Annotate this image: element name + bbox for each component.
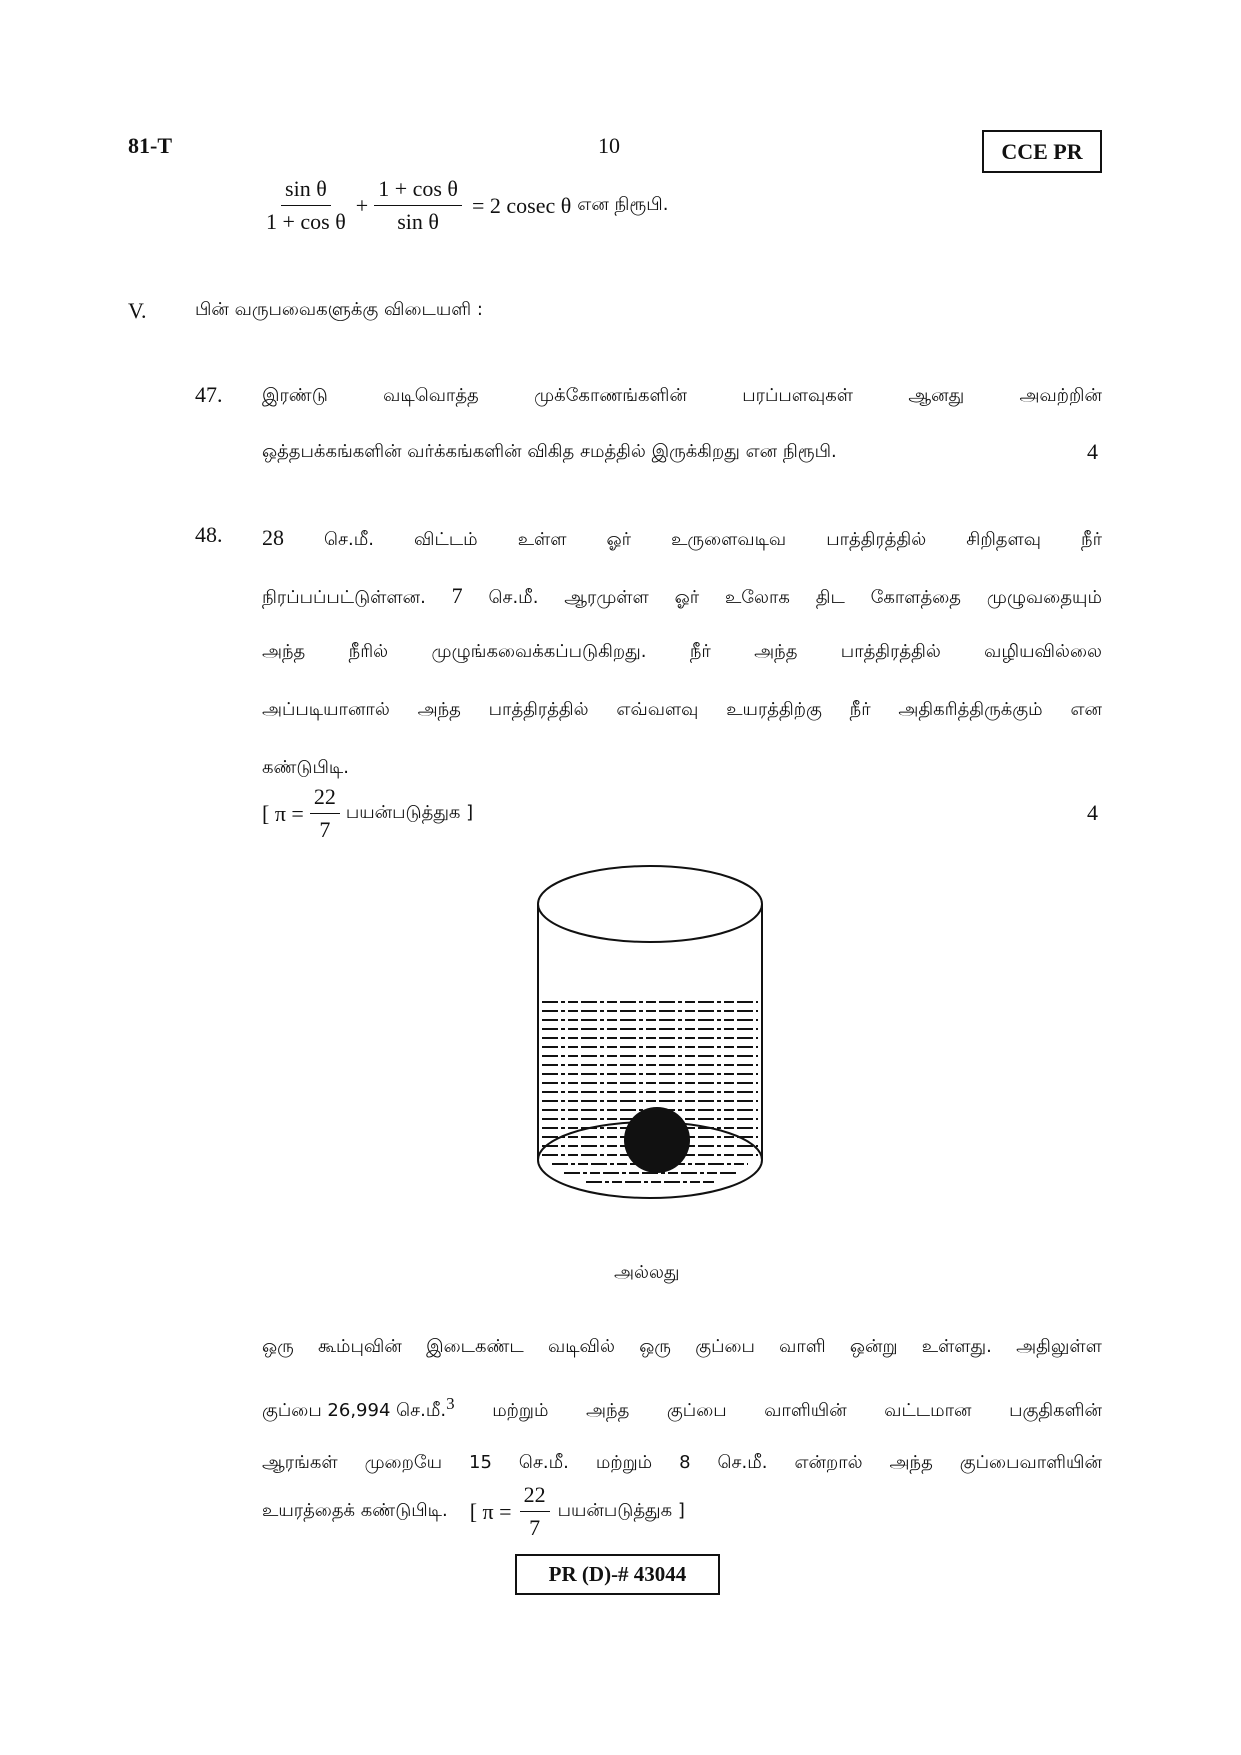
q48-pi-open: [ π = [262, 800, 304, 826]
q48-pi-close: பயன்படுத்துக ] [345, 802, 474, 823]
alt-word: இடைகண்ட [426, 1336, 524, 1357]
q48-word: அந்த [754, 641, 798, 662]
alt-word: செ.மீ. [518, 1452, 569, 1473]
q48-word: அப்படியானால் [262, 699, 390, 720]
section-numeral: V. [128, 298, 147, 323]
q48-word: உள்ள [517, 529, 567, 550]
alt-question-line-1 [262, 1336, 1102, 1359]
question-48-number: 48. [195, 522, 223, 547]
alt-word: அந்த [586, 1400, 630, 1421]
alt-pi-denominator: 7 [529, 1515, 541, 1540]
q48-word: நீர் [1081, 529, 1102, 550]
alt-volume-cube-exponent: 3 [446, 1394, 455, 1413]
alt-question-line-3 [262, 1452, 1102, 1475]
q48-word: என [1070, 699, 1102, 720]
identity-equation [262, 178, 668, 233]
question-48-line-3 [262, 641, 1102, 664]
alt-word: ஒன்று [849, 1336, 898, 1357]
q48-word: உயரத்திற்கு [726, 699, 822, 720]
alt-word: மற்றும் [595, 1452, 653, 1473]
q47-word: முக்கோணங்களின் [534, 385, 687, 406]
cce-pr-box: CCE PR [982, 130, 1102, 173]
alt-word: குப்பை [695, 1336, 755, 1357]
q47-word: வடிவொத்த [383, 385, 479, 406]
alt-volume-text: குப்பை 26,994 செ.மீ. [262, 1400, 447, 1421]
q48-pi-fraction [310, 786, 340, 841]
q47-word: ஆனது [908, 385, 965, 406]
page-number: 10 [598, 133, 620, 158]
q48-word: செ.மீ. [324, 529, 374, 550]
cylinder-top-rim [538, 866, 762, 942]
alt-word: உள்ளது. [921, 1336, 992, 1357]
paper-code: 81-T [128, 133, 172, 158]
footer-code-box: PR (D)-# 43044 [515, 1554, 720, 1595]
alt-word: வட்டமான [884, 1400, 972, 1421]
alt-word: ஒரு [639, 1336, 671, 1357]
q48-word: உருளைவடிவ [671, 529, 787, 550]
question-47-line-1 [262, 385, 1102, 408]
q48-word: கோளத்தை [870, 587, 962, 608]
alt-word: முறையே [364, 1452, 443, 1473]
identity-rhs: = 2 cosec θ [471, 192, 572, 218]
q47-word: இரண்டு [262, 385, 328, 406]
question-48-marks: 4 [1087, 800, 1098, 825]
question-47-line-2: ஒத்தபக்கங்களின் வர்க்கங்களின் விகித சமத்தில் இருக்கிறது என நிரூபி. [262, 441, 837, 462]
q48-word: வழியவில்லை [984, 641, 1102, 662]
alt-word: கூம்புவின் [318, 1336, 402, 1357]
fraction-2-denominator: sin θ [397, 209, 439, 234]
alt-word: 15 [469, 1452, 492, 1473]
alt-word: அதிலுள்ள [1016, 1336, 1102, 1357]
q48-pi-numerator: 22 [310, 786, 340, 814]
fraction-2 [374, 178, 462, 233]
question-48-line-1 [262, 525, 1102, 552]
alt-pi-fraction [520, 1484, 550, 1539]
alt-word: மற்றும் [492, 1400, 549, 1421]
alt-word: செ.மீ. [717, 1452, 768, 1473]
identity-instruction: என நிரூபி. [577, 194, 669, 215]
alt-question-line-4 [262, 1484, 685, 1539]
alt-volume [262, 1394, 455, 1423]
alt-pi-open: [ π = [469, 1498, 512, 1524]
q48-word: முழுவதையும் [986, 587, 1102, 608]
q48-word: நீர் [849, 699, 871, 720]
alt-word: வாளி [779, 1336, 826, 1357]
alt-word: ஒரு [262, 1336, 294, 1357]
q47-word: அவற்றின் [1019, 385, 1102, 406]
alt-word: அந்த [889, 1452, 933, 1473]
q48-word: சிறிதளவு [966, 529, 1041, 550]
q48-word: எவ்வளவு [616, 699, 699, 720]
alt-question-line-2 [262, 1394, 1102, 1423]
alt-word: குப்பைவாளியின் [959, 1452, 1102, 1473]
q48-word: முழுங்கவைக்கப்படுகிறது. [431, 641, 647, 662]
or-label: அல்லது [614, 1262, 680, 1283]
q48-word: விட்டம் [414, 529, 478, 550]
alt-word: வடிவில் [547, 1336, 615, 1357]
q48-pi-note [262, 786, 473, 841]
q48-word: நீர் [689, 641, 711, 662]
q48-word: அந்த [417, 699, 461, 720]
q48-word: அதிகரித்திருக்கும் [898, 699, 1043, 720]
q48-word: நிரப்பப்பட்டுள்ளன. [262, 587, 426, 608]
q48-pi-denominator: 7 [319, 817, 331, 842]
alt-word: 8 [679, 1452, 691, 1473]
cylinder-diagram [530, 860, 770, 1200]
question-48-line-4 [262, 699, 1102, 722]
alt-word: ஆரங்கள் [262, 1452, 338, 1473]
alt-pi-close: பயன்படுத்துக ] [557, 1500, 685, 1521]
question-48-line-5: கண்டுபிடி. [262, 757, 349, 778]
alt-word: வாளியின் [764, 1400, 847, 1421]
alt-pi-numerator: 22 [520, 1484, 550, 1512]
question-47-marks: 4 [1087, 439, 1098, 464]
fraction-1-denominator: 1 + cos θ [266, 209, 346, 234]
alt-word: குப்பை [666, 1400, 727, 1421]
q48-word: திட [815, 587, 845, 608]
question-48-line-2 [262, 583, 1102, 610]
alt-line-4-text: உயரத்தைக் கண்டுபிடி. [262, 1500, 448, 1521]
q47-word: பரப்பளவுகள் [742, 385, 853, 406]
q48-word: அந்த [262, 641, 306, 662]
q48-word: பாத்திரத்தில் [488, 699, 589, 720]
alt-word: பகுதிகளின் [1009, 1400, 1102, 1421]
q48-word: ஆரமுள்ள [564, 587, 649, 608]
fraction-2-numerator: 1 + cos θ [374, 178, 462, 206]
q48-word: நீரில் [348, 641, 389, 662]
q48-word: 7 [451, 583, 463, 608]
q48-word: 28 [262, 525, 284, 550]
fraction-1-numerator: sin θ [281, 178, 331, 206]
q48-word: ஓர் [606, 529, 632, 550]
fraction-1 [262, 178, 350, 233]
metal-sphere [624, 1107, 690, 1173]
alt-word: என்றால் [794, 1452, 863, 1473]
q48-word: பாத்திரத்தில் [840, 641, 941, 662]
q48-word: உலோக [724, 587, 790, 608]
plus-sign: + [355, 192, 369, 218]
section-heading: பின் வருபவைகளுக்கு விடையளி : [195, 299, 483, 320]
q48-word: செ.மீ. [488, 587, 539, 608]
q48-word: ஓர் [674, 587, 700, 608]
question-47-number: 47. [195, 382, 223, 407]
q48-word: பாத்திரத்தில் [826, 529, 927, 550]
